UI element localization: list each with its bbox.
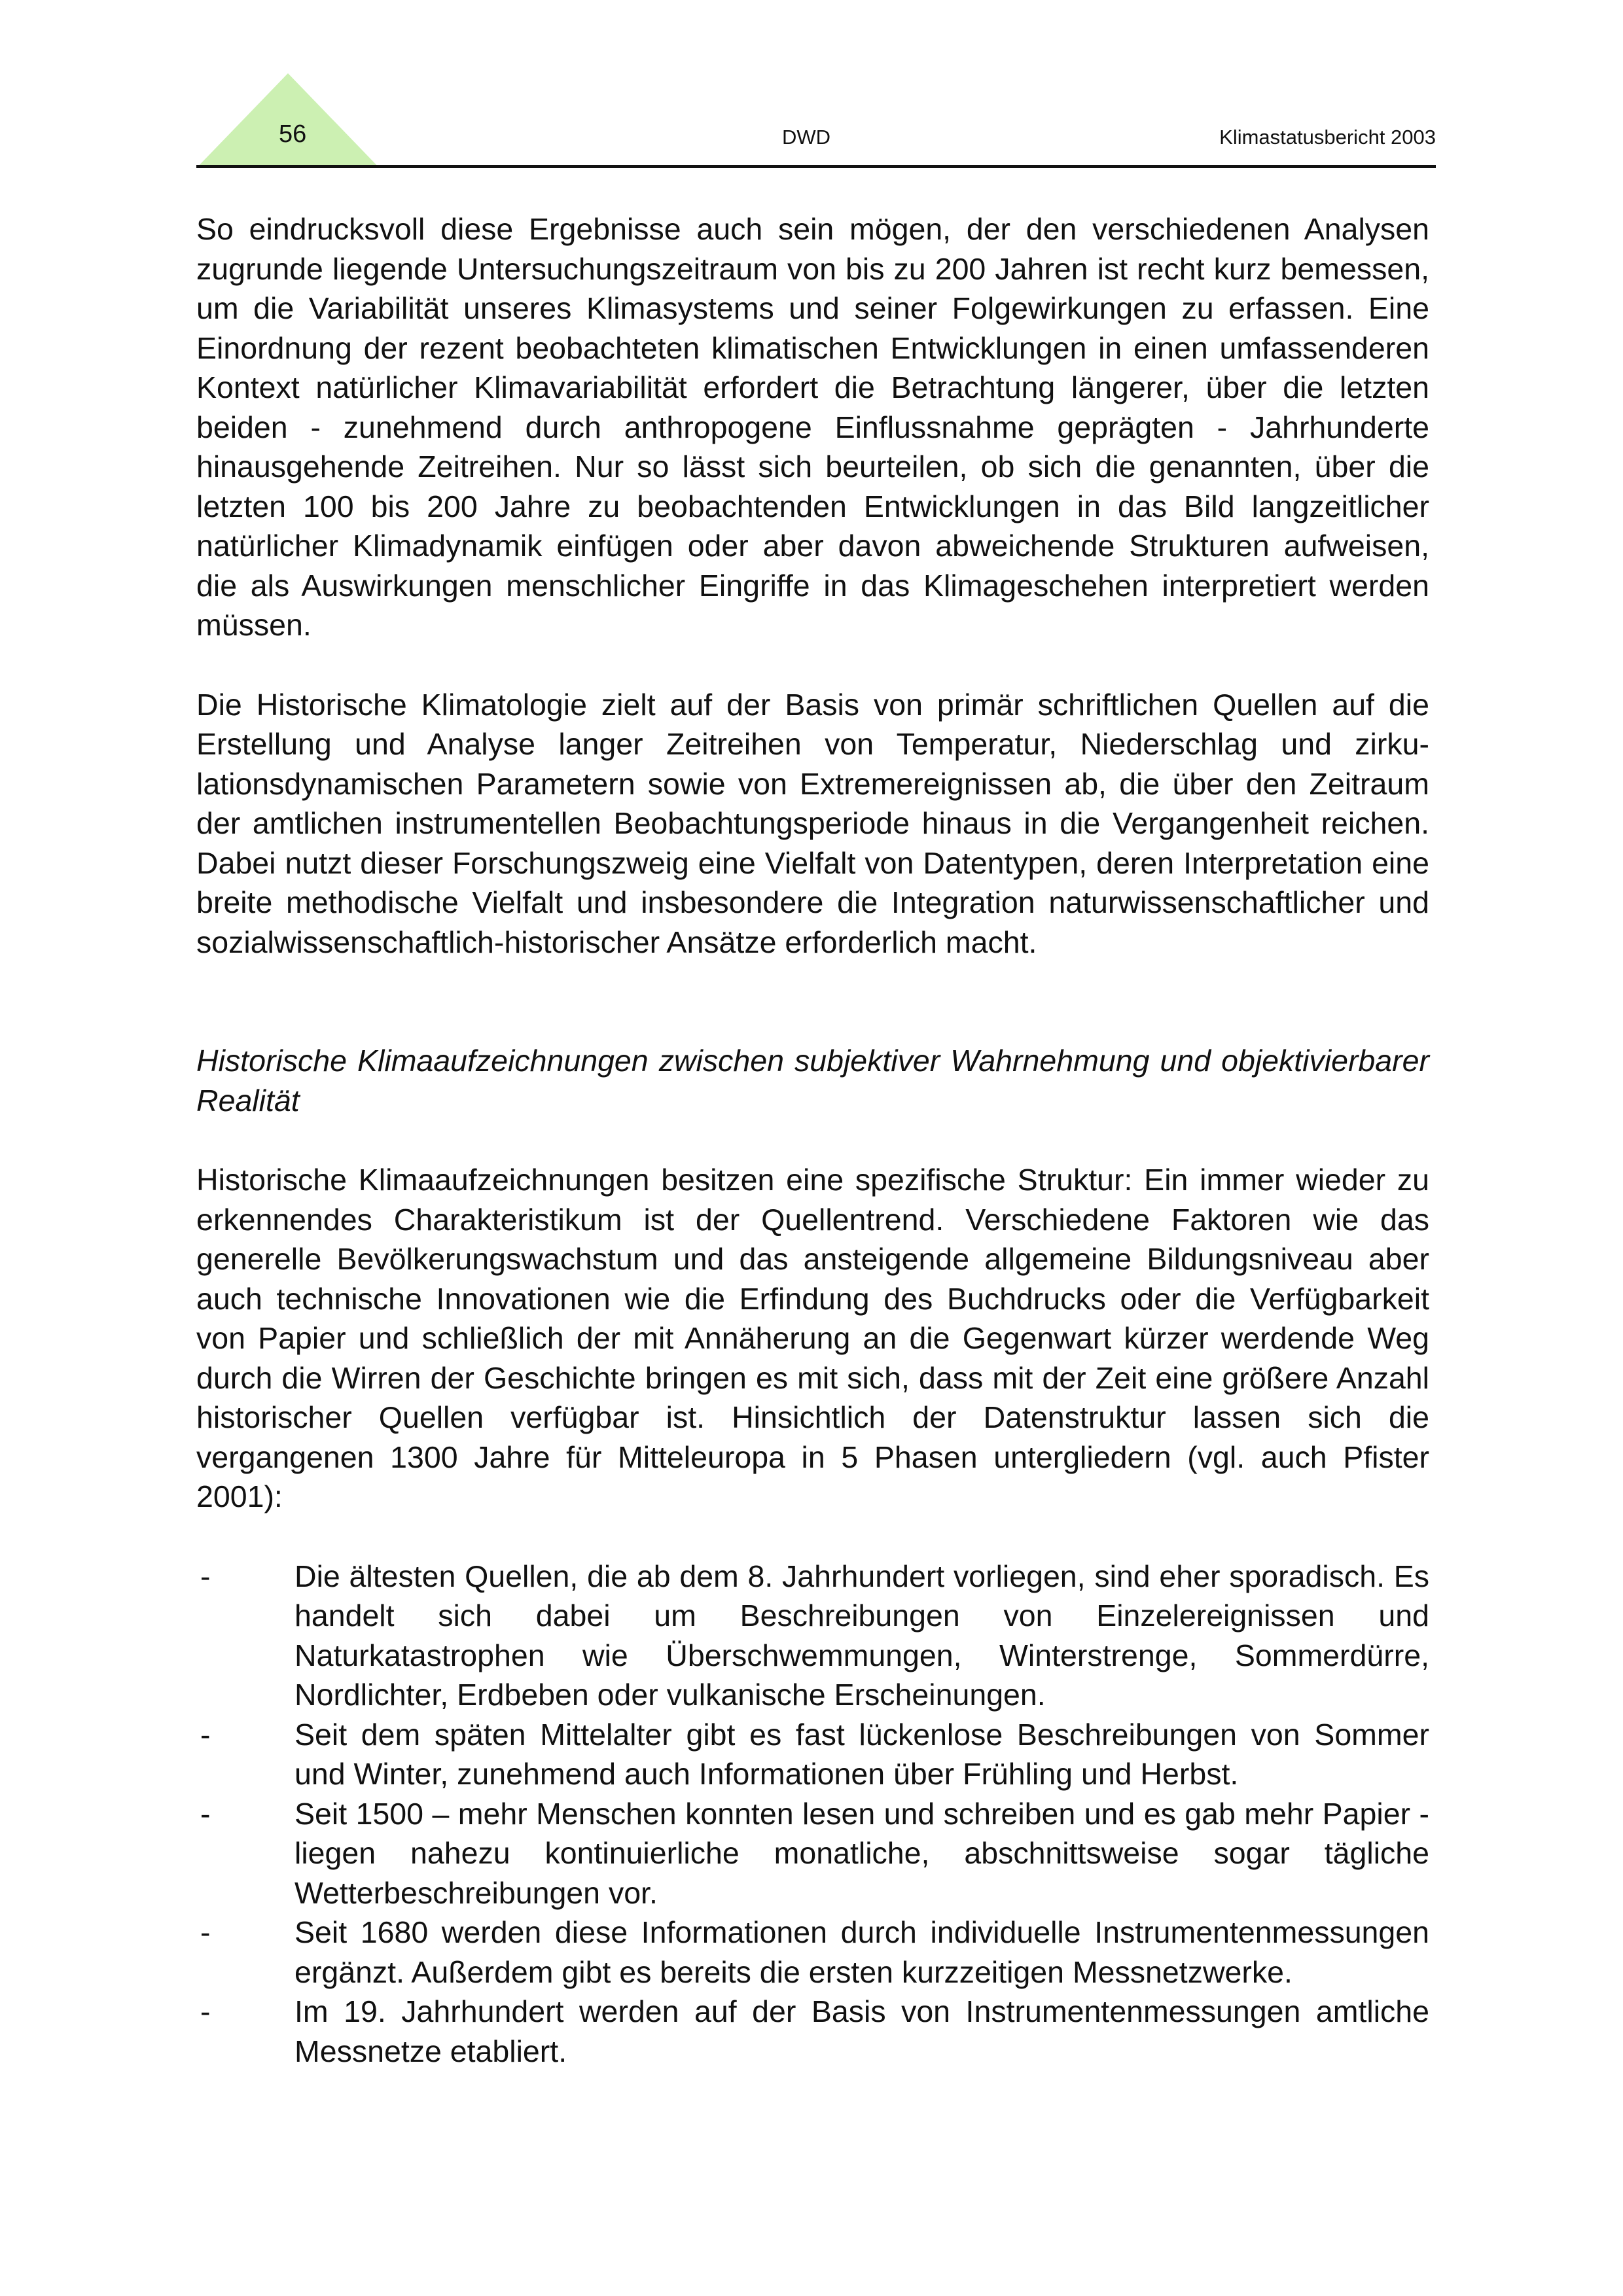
list-item-text: Seit 1500 – mehr Menschen konnten lesen und schreiben und es gab mehr Papier - liegen nahezu kontinuierliche monatliche, abschnittsweise sogar tägliche Wetterbeschreibungen vor. <box>294 1796 1429 1910</box>
list-item-text: Seit dem späten Mittelalter gibt es fast lückenlose Beschreibungen von Sommer und Winter, zunehmend auch Informationen über Frühling und Herbst. <box>294 1717 1429 1791</box>
phase-list <box>196 1557 1429 2072</box>
page-number: 56 <box>279 120 307 148</box>
section-spacer <box>196 962 1429 1041</box>
body-text <box>196 209 1429 2071</box>
list-dash: - <box>200 1559 211 1593</box>
paragraph-spacer <box>196 1517 1429 1557</box>
section-subheading: Historische Klimaaufzeichnungen zwischen subjektiver Wahrnehmung und objektivierbarer Realität <box>196 1044 1429 1118</box>
list-item <box>196 1913 1429 1992</box>
page-header <box>196 118 1436 157</box>
list-dash: - <box>200 1717 211 1752</box>
list-item <box>196 1715 1429 1794</box>
paragraph-source-trend: Historische Klimaaufzeichnungen besitzen eine spezifische Struktur: Ein immer wieder zu erkennendes Charakteristikum ist der Quellentrend. Verschiedene Faktoren wie das generelle Bevölkerungswachstum und das ansteigende allgemeine Bildungsniveau aber auch technische Innovationen wie die Erfindung des Buchdrucks oder die Verfügbarkeit von Papier und schließlich der mit Annäherung an die Gegenwart kürzer werdende Weg durch die Wirren der Geschichte bringen es mit sich, dass mit der Zeit eine größere Anzahl historischer Quellen verfügbar ist. Hinsichtlich der Datenstruktur lassen sich die vergangenen 1300 Jahre für Mitteleuropa in 5 Phasen untergliedern (vgl. auch Pfister 2001): <box>196 1163 1429 1513</box>
list-dash: - <box>200 1994 211 2028</box>
list-item <box>196 1992 1429 2071</box>
paragraph-spacer <box>196 645 1429 685</box>
list-item <box>196 1794 1429 1913</box>
list-item-text: Seit 1680 werden diese Informationen durch individuelle Instrumentenmessungen ergänzt. Außerdem gibt es bereits die ersten kurzzeitigen Messnetzwerke. <box>294 1915 1429 1989</box>
list-item-text: Im 19. Jahrhundert werden auf der Basis von Instrumentenmessungen amtliche Messnetze etabliert. <box>294 1994 1429 2068</box>
header-report-title: Klimastatusbericht 2003 <box>1219 126 1436 149</box>
list-item-text: Die ältesten Quellen, die ab dem 8. Jahrhundert vorliegen, sind eher sporadisch. Es handelt sich dabei um Beschreibungen von Einzelereignissen und Naturkatastrophen wie Überschwemmungen, Winterstrenge, Sommerdürre, Nordlichter, Erdbeben oder vulkanische Erscheinungen. <box>294 1559 1429 1712</box>
paragraph-spacer <box>196 1120 1429 1160</box>
paragraph-intro: So eindrucksvoll diese Ergebnisse auch sein mögen, der den verschiedenen Analysen zugrunde liegende Untersuchungszeitraum von bis zu 200 Jahren ist recht kurz bemessen, um die Variabilität unseres Klimasystems und seiner Folgewirkungen zu erfassen. Eine Einordnung der rezent beobachteten klimatischen Entwicklungen in einen umfassenderen Kontext natürlicher Klimavariabilität erfordert die Betrachtung längerer, über die letzten beiden - zunehmend durch anthropogene Einflussnahme geprägten - Jahrhunderte hinausgehende Zeitreihen. Nur so lässt sich beurteilen, ob sich die genannten, über die letzten 100 bis 200 Jahre zu beobachtenden Entwicklungen in das Bild langzeitlicher natürlicher Klimadynamik einfügen oder aber davon abweichende Strukturen aufweisen, die als Auswirkungen menschlicher Eingriffe in das Klimageschehen interpretiert werden müssen. <box>196 212 1429 642</box>
header-organization: DWD <box>782 126 831 149</box>
header-rule <box>196 165 1436 168</box>
list-item <box>196 1557 1429 1715</box>
list-dash: - <box>200 1796 211 1831</box>
list-dash: - <box>200 1915 211 1949</box>
paragraph-historical-climatology: Die Historische Klimatologie zielt auf der Basis von primär schriftlichen Quellen auf die Erstellung und Analyse langer Zeitreihen von Temperatur, Niederschlag und zirkulationsdynamischen Parametern sowie von Extremereignissen ab, die über den Zeitraum der amtlichen instrumentellen Beobachtungsperiode hinaus in die Vergangenheit reichen. Dabei nutzt dieser Forschungszweig eine Vielfalt von Datentypen, deren Interpretation eine breite methodische Vielfalt und insbesondere die Integration naturwissenschaftlicher und sozialwissenschaftlich-historischer Ansätze erforderlich macht. <box>196 687 1429 959</box>
